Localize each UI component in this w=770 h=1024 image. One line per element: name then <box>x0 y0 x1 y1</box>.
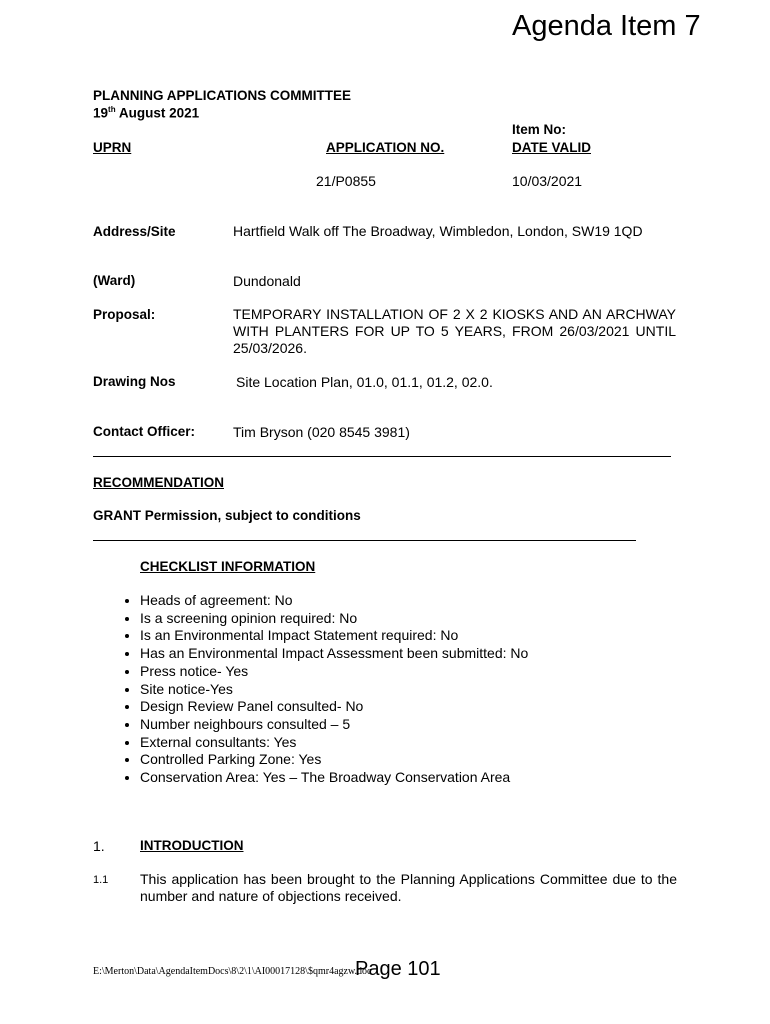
checklist-item: • Press notice- Yes <box>140 663 528 681</box>
proposal-value: TEMPORARY INSTALLATION OF 2 X 2 KIOSKS AND AN ARCHWAY WITH PLANTERS FOR UP TO 5 YEARS, FROM 26/03/2021 UNTIL 25/03/2026. <box>233 306 676 356</box>
date-suffix: th <box>108 105 116 114</box>
recommendation-heading: RECOMMENDATION <box>93 475 224 490</box>
date-valid-value: 10/03/2021 <box>512 173 583 189</box>
checklist-item: • Heads of agreement: No <box>140 592 528 610</box>
grant-word: GRANT <box>93 508 141 523</box>
checklist-item: • External consultants: Yes <box>140 734 528 752</box>
application-number: 21/P0855 <box>316 173 376 189</box>
address-label: Address/Site <box>93 224 176 239</box>
checklist-item: • Is a screening opinion required: No <box>140 610 528 628</box>
page-number: Page 101 <box>355 958 441 980</box>
agenda-item-heading: Agenda Item 7 <box>512 10 701 42</box>
introduction-heading: INTRODUCTION <box>140 838 244 853</box>
divider-top <box>93 456 671 457</box>
date-valid-header: DATE VALID <box>512 140 591 155</box>
checklist-item: • Number neighbours consulted – 5 <box>140 716 528 734</box>
ward-label: (Ward) <box>93 273 136 288</box>
committee-date <box>93 105 199 121</box>
item-no-label: Item No: <box>512 122 566 137</box>
contact-officer-label: Contact Officer: <box>93 424 196 439</box>
date-day: 19 <box>93 105 109 121</box>
uprn-header: UPRN <box>93 140 132 155</box>
committee-name: PLANNING APPLICATIONS COMMITTEE <box>93 88 351 103</box>
ward-value: Dundonald <box>233 273 301 289</box>
paragraph-number: 1.1 <box>93 874 109 886</box>
checklist-item: • Site notice-Yes <box>140 681 528 699</box>
footer-file-path: E:\Merton\Data\AgendaItemDocs\8\2\1\AI00017128\$qmr4agzw.doc <box>93 966 372 977</box>
address-value: Hartfield Walk off The Broadway, Wimbledon, London, SW19 1QD <box>233 223 643 239</box>
recommendation-text <box>93 508 361 523</box>
drawing-nos-value: Site Location Plan, 01.0, 01.1, 01.2, 02.0. <box>236 374 493 390</box>
grant-rest: Permission, subject to conditions <box>141 508 361 523</box>
checklist-list <box>100 592 528 787</box>
drawing-nos-label: Drawing Nos <box>93 374 176 389</box>
date-rest: August 2021 <box>115 105 200 121</box>
checklist-item: • Is an Environmental Impact Statement required: No <box>140 627 528 645</box>
contact-officer-value: Tim Bryson (020 8545 3981) <box>233 424 410 440</box>
checklist-item: • Has an Environmental Impact Assessment been submitted: No <box>140 645 528 663</box>
introduction-paragraph: This application has been brought to the Planning Applications Committee due to the number and nature of objections received. <box>140 871 677 904</box>
section-number: 1. <box>93 838 105 854</box>
checklist-item: • Conservation Area: Yes – The Broadway Conservation Area <box>140 769 528 787</box>
checklist-item: • Controlled Parking Zone: Yes <box>140 751 528 769</box>
proposal-label: Proposal: <box>93 307 156 322</box>
checklist-item: • Design Review Panel consulted- No <box>140 698 528 716</box>
divider-bottom <box>93 540 636 541</box>
application-no-header: APPLICATION NO. <box>326 140 445 155</box>
checklist-heading: CHECKLIST INFORMATION <box>140 559 316 574</box>
